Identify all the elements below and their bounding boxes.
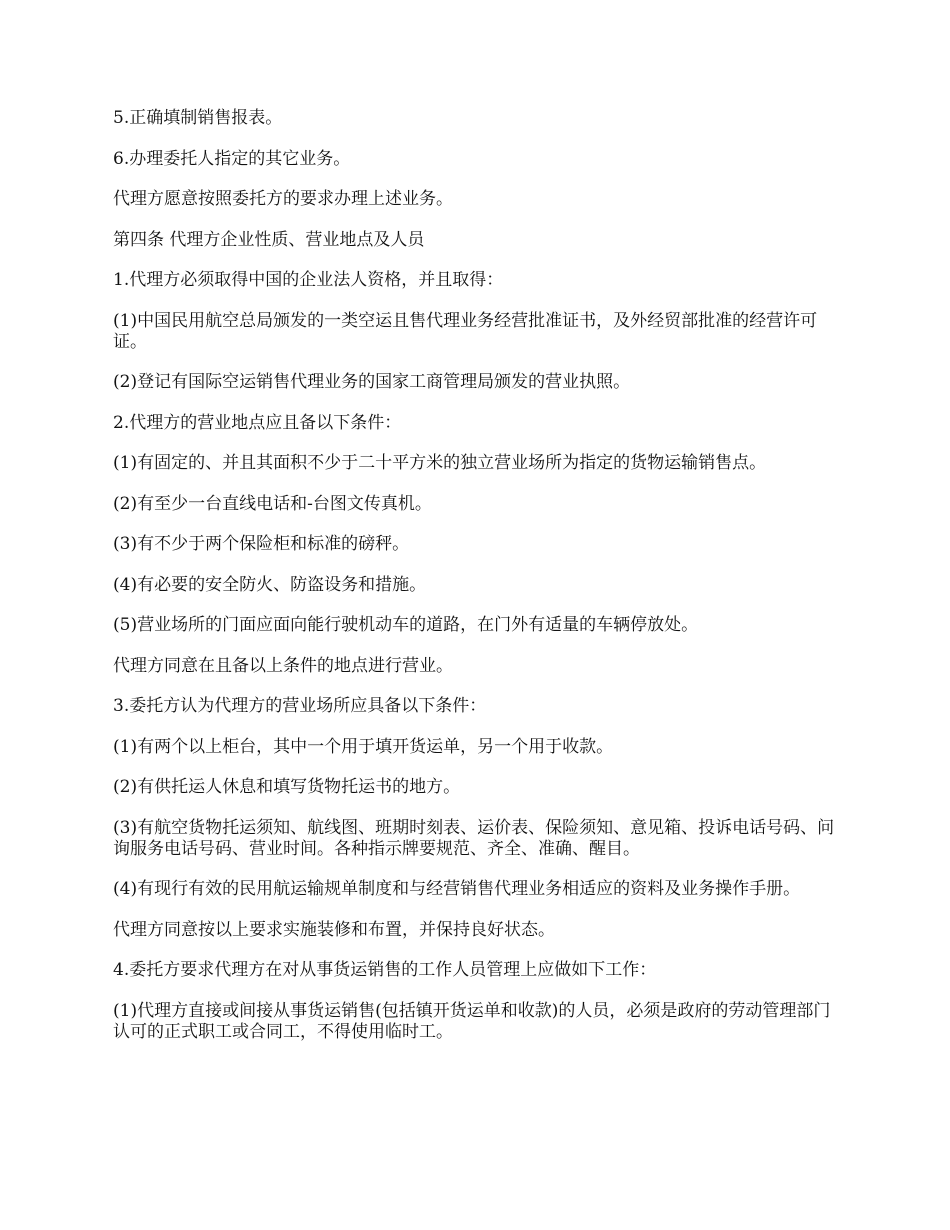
paragraph-section-2-item-4: (4)有必要的安全防火、防盗设务和措施。 <box>113 574 427 595</box>
paragraph-section-3-item-3: (3)有航空货物托运须知、航线图、班期时刻表、运价表、保险须知、意见箱、投诉电话号码、问询服务电话号码、营业时间。各种指示牌要规范、齐全、准确、醒目。 <box>113 817 835 859</box>
paragraph-section-2-item-2: (2)有至少一台直线电话和-台图文传真机。 <box>113 493 432 514</box>
paragraph-item-5: 5.正确填制销售报表。 <box>113 108 283 128</box>
paragraph-section-1: 1.代理方必须取得中国的企业法人资格，并且取得： <box>113 270 504 290</box>
paragraph-section-3-item-4: (4)有现行有效的民用航运输规单制度和与经营销售代理业务相适应的资料及业务操作手册。 <box>113 879 801 899</box>
paragraph-agreement: 代理方愿意按照委托方的要求办理上述业务。 <box>113 189 453 209</box>
paragraph-section-2-agreement: 代理方同意在且备以上条件的地点进行营业。 <box>113 655 453 676</box>
paragraph-section-1-item-1: (1)中国民用航空总局颁发的一类空运且售代理业务经营批准证书，及外经贸部批准的经营许可证。 <box>113 310 818 352</box>
paragraph-section-2-item-5: (5)营业场所的门面应面向能行驶机动车的道路，在门外有适量的车辆停放处。 <box>113 615 699 635</box>
paragraph-section-4-item-1: (1)代理方直接或间接从事货运销售(包括镇开货运单和收款)的人员，必须是政府的劳动管理部门认可的正式职工或合同工，不得使用临时工。 <box>113 1000 831 1042</box>
paragraph-section-1-item-2: (2)登记有国际空运销售代理业务的国家工商管理局颁发的营业执照。 <box>113 372 631 392</box>
paragraph-item-6: 6.办理委托人指定的其它业务。 <box>113 148 351 169</box>
paragraph-section-3-item-1: (1)有两个以上柜台，其中一个用于填开货运单，另一个用于收款。 <box>113 736 614 757</box>
paragraph-section-2-item-1: (1)有固定的、并且其面积不少于二十平方米的独立营业场所为指定的货物运输销售点。 <box>113 453 767 473</box>
article-4-heading: 第四条 代理方企业性质、营业地点及人员 <box>113 229 425 250</box>
paragraph-section-2-item-3: (3)有不少于两个保险柜和标准的磅秤。 <box>113 534 410 554</box>
document-page <box>113 108 843 1062</box>
paragraph-section-2: 2.代理方的营业地点应且备以下条件： <box>113 412 402 433</box>
paragraph-section-3-agreement: 代理方同意按以上要求实施装修和布置，并保持良好状态。 <box>113 919 555 940</box>
paragraph-section-4: 4.委托方要求代理方在对从事货运销售的工作人员管理上应做如下工作： <box>113 960 657 980</box>
paragraph-section-3: 3.委托方认为代理方的营业场所应具备以下条件： <box>113 696 487 716</box>
paragraph-section-3-item-2: (2)有供托运人休息和填写货物托运书的地方。 <box>113 777 461 797</box>
